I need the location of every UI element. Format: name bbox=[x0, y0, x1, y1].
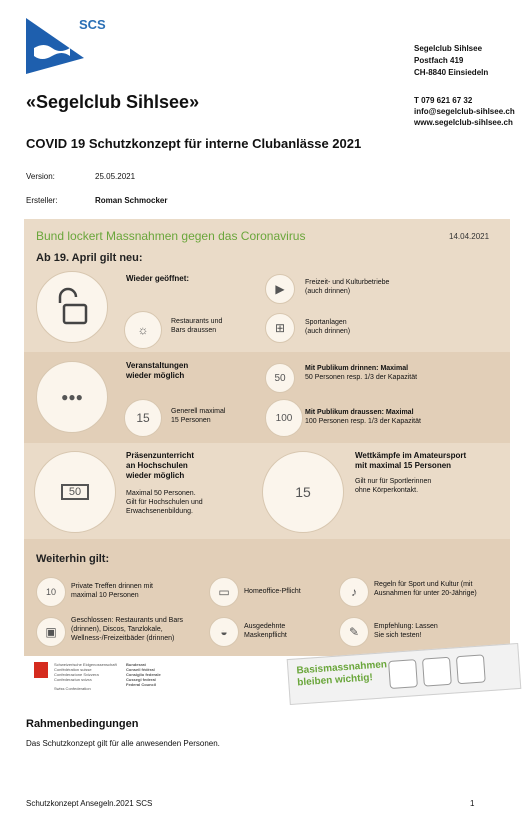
row3-text: Maximal 50 Personen. Gilt für Hochschulen und Erwachsenenbildung. bbox=[126, 490, 203, 515]
test-icon: ✎ bbox=[339, 617, 369, 647]
inside-text: Mit Publikum drinnen: Maximal 50 Personen resp. 1/3 der Kapazität bbox=[305, 365, 418, 381]
unlock-icon bbox=[36, 271, 108, 343]
outside-text: Mit Publikum draussen: Maximal 100 Personen resp. 1/3 der Kapazität bbox=[305, 409, 421, 425]
inside-icon: 50 bbox=[265, 363, 295, 393]
freizeit-text: Freizeit- und Kulturbetriebe (auch drinnen) bbox=[305, 279, 390, 295]
page-number: 1 bbox=[470, 799, 475, 808]
web-link[interactable]: www.segelclub-sihlsee.ch bbox=[414, 118, 513, 127]
email-link[interactable]: info@segelclub-sihlsee.ch bbox=[414, 107, 515, 116]
document-title: COVID 19 Schutzkonzept für interne Clubanlässe 2021 bbox=[26, 136, 362, 151]
homeoffice-rule: Homeoffice-Pflicht bbox=[244, 588, 301, 595]
swiss-flag-icon bbox=[34, 662, 48, 678]
basis-text: Basismassnahmen bleiben wichtig! bbox=[296, 659, 388, 689]
amateur-sport-title: Wettkämpfe im Amateursport mit maximal 15 Personen bbox=[355, 451, 467, 470]
version-value: 25.05.2021 bbox=[95, 172, 136, 181]
row2-title: Veranstaltungen wieder möglich bbox=[126, 361, 189, 380]
amateur-sport-text: Gilt nur für Sportlerinnen ohne Körperkontakt. bbox=[355, 478, 432, 494]
hygiene-icon bbox=[388, 659, 418, 689]
camera-icon: ▶ bbox=[265, 274, 295, 304]
outside-icon: 100 bbox=[265, 399, 303, 437]
people-group-icon: ●●● bbox=[36, 361, 108, 433]
mask-people-icon bbox=[456, 654, 486, 684]
restaurants-text: Restaurants und Bars draussen bbox=[171, 318, 223, 334]
gov-council: Bundesrat Conseil fédéral Consiglio federale Cussegl federal Federal Council bbox=[126, 662, 161, 687]
classroom-icon: 50 bbox=[34, 451, 116, 533]
contact-block bbox=[414, 95, 526, 128]
infographic-date: 14.04.2021 bbox=[449, 232, 490, 241]
sport-culture-icon: ♪ bbox=[339, 577, 369, 607]
laptop-icon: ▭ bbox=[209, 577, 239, 607]
version-label: Version: bbox=[26, 172, 55, 181]
trophy-icon: 15 bbox=[262, 451, 344, 533]
section-heading: Rahmenbedingungen bbox=[26, 718, 139, 730]
covid-infographic bbox=[24, 219, 510, 701]
phone: T 079 621 67 32 bbox=[414, 96, 473, 105]
row1-title: Wieder geöffnet: bbox=[126, 274, 190, 283]
fifteen-icon: 15 bbox=[124, 399, 162, 437]
club-title: «Segelclub Sihlsee» bbox=[26, 92, 200, 112]
club-logo bbox=[26, 18, 86, 79]
mask-rule: Ausgedehnte Maskenpflicht bbox=[244, 623, 287, 639]
regeln-rule: Regeln für Sport und Kultur (mit Ausnahmen für unter 20-Jährige) bbox=[374, 581, 477, 597]
test-rule: Empfehlung: Lassen Sie sich testen! bbox=[374, 623, 438, 639]
address-block: Segelclub Sihlsee Postfach 419 CH-8840 Einsiedeln bbox=[414, 44, 489, 77]
gov-names: Schweizerische Eidgenossenschaft Confédération suisse Confederazione Svizzera Confederaziun svizra Swiss Confederation bbox=[54, 662, 117, 691]
private-rule: Private Treffen drinnen mit maximal 10 Personen bbox=[71, 583, 153, 599]
restaurant-icon: ☼ bbox=[124, 311, 162, 349]
row3-title: Präsenzunterricht an Hochschulen wieder möglich bbox=[126, 451, 195, 480]
brand-text: SCS bbox=[79, 17, 106, 32]
dumbbell-icon: ⊞ bbox=[265, 313, 295, 343]
footer-left: Schutzkonzept Ansegeln.2021 SCS bbox=[26, 799, 153, 808]
weiterhin-heading: Weiterhin gilt: bbox=[36, 553, 110, 565]
closed-rule: Geschlossen: Restaurants und Bars (drinnen), Discos, Tanzlokale, Wellness-/Freizeitbäder (drinnen) bbox=[71, 617, 184, 642]
general-text: Generell maximal 15 Personen bbox=[171, 408, 226, 424]
author-value: Roman Schmocker bbox=[95, 196, 168, 205]
house-ten-icon: 10 bbox=[36, 577, 66, 607]
since-heading: Ab 19. April gilt neu: bbox=[36, 252, 143, 264]
author-label: Ersteller: bbox=[26, 196, 58, 205]
mask-icon: ◒ bbox=[209, 617, 239, 647]
infographic-headline: Bund lockert Massnahmen gegen das Coronavirus bbox=[36, 229, 306, 243]
distance-icon bbox=[422, 657, 452, 687]
section-text: Das Schutzkonzept gilt für alle anwesenden Personen. bbox=[26, 739, 220, 748]
lock-icon: ▣ bbox=[36, 617, 66, 647]
sport-text: Sportanlagen (auch drinnen) bbox=[305, 319, 351, 335]
